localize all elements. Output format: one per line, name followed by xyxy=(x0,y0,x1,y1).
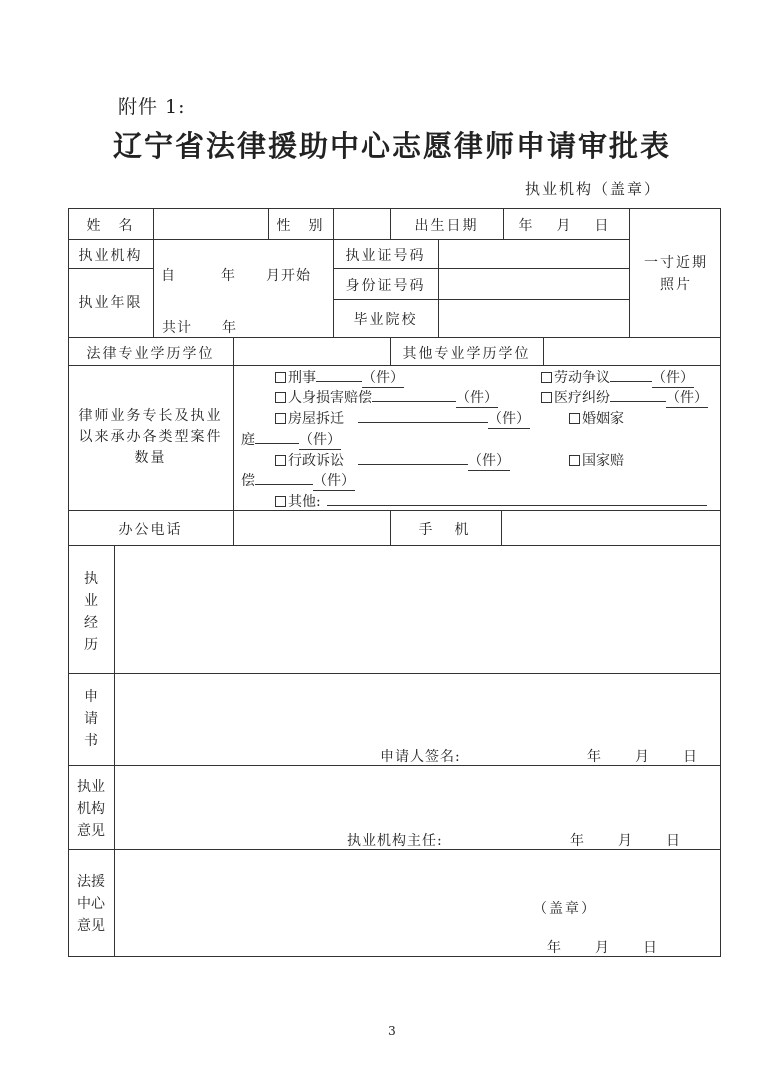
case-marriage[interactable] xyxy=(569,408,624,428)
other-degree-field[interactable] xyxy=(547,341,716,361)
marriage-checkbox[interactable] xyxy=(569,413,580,424)
center-opinion-field[interactable] xyxy=(118,853,716,893)
org-stamp-label: 执业机构（盖章） xyxy=(525,180,662,198)
applicant-sign-label: 申请人签名: xyxy=(380,749,461,765)
state-blank[interactable] xyxy=(255,484,313,485)
center-stamp-label: （盖章） xyxy=(533,901,597,917)
admin-blank[interactable] xyxy=(358,464,468,465)
housing-label: 房屋拆迁 xyxy=(288,411,344,427)
school-field[interactable] xyxy=(443,305,625,331)
case-injury[interactable] xyxy=(275,387,498,408)
org-opinion-label: 执业机构意见 xyxy=(77,779,105,839)
housing-checkbox[interactable] xyxy=(275,413,286,424)
experience-label: 执业经历 xyxy=(84,571,98,653)
marriage-blank[interactable] xyxy=(255,443,299,444)
specialty-label: 律师业务专长及执业以来承办各类型案件数量 xyxy=(78,408,223,466)
gender-label: 性 别 xyxy=(276,218,325,234)
marriage-label-cont: 庭 xyxy=(241,432,255,448)
medical-unit: （件） xyxy=(666,387,708,408)
injury-unit: （件） xyxy=(456,387,498,408)
years-from[interactable]: 自 年 月开始 xyxy=(161,268,311,284)
birth-date-field[interactable]: 年 月 日 xyxy=(518,218,614,234)
case-medical[interactable] xyxy=(541,387,708,408)
criminal-label: 刑事 xyxy=(288,370,316,386)
page-number: 3 xyxy=(388,1024,396,1038)
labor-checkbox[interactable] xyxy=(541,372,552,383)
application-field[interactable] xyxy=(118,677,716,737)
state-label-cont: 偿 xyxy=(241,473,255,489)
housing-unit: （件） xyxy=(488,408,530,429)
experience-field[interactable] xyxy=(118,549,716,669)
criminal-blank[interactable] xyxy=(316,381,362,382)
other-blank[interactable] xyxy=(327,505,707,506)
marriage-label: 婚姻家 xyxy=(582,411,624,427)
state-unit: （件） xyxy=(313,470,355,491)
criminal-unit: （件） xyxy=(362,367,404,388)
org-field[interactable] xyxy=(158,243,328,265)
attachment-label: 附件 1: xyxy=(118,96,186,118)
medical-blank[interactable] xyxy=(610,401,666,402)
mobile-label: 手 机 xyxy=(418,522,473,538)
years-total[interactable]: 共计 年 xyxy=(162,320,237,336)
gender-field[interactable] xyxy=(337,213,386,235)
injury-checkbox[interactable] xyxy=(275,392,286,403)
case-state[interactable] xyxy=(569,450,624,470)
housing-blank[interactable] xyxy=(358,422,488,423)
marriage-unit: （件） xyxy=(299,429,341,450)
form-title: 辽宁省法律援助中心志愿律师申请审批表 xyxy=(112,129,671,163)
case-marriage-cont[interactable] xyxy=(241,429,341,450)
criminal-checkbox[interactable] xyxy=(275,372,286,383)
case-housing[interactable] xyxy=(275,408,530,429)
case-admin[interactable] xyxy=(275,450,510,471)
id-no-field[interactable] xyxy=(443,272,625,294)
medical-label: 医疗纠纷 xyxy=(554,390,610,406)
injury-blank[interactable] xyxy=(372,401,456,402)
years-label: 执业年限 xyxy=(78,295,143,311)
law-degree-field[interactable] xyxy=(237,341,386,361)
school-label: 毕业院校 xyxy=(353,312,418,328)
photo-label: 一寸近期照片 xyxy=(644,255,708,293)
license-no-field[interactable] xyxy=(443,243,625,265)
state-label: 国家赔 xyxy=(582,453,624,469)
center-opinion-label: 法援中心意见 xyxy=(77,874,105,934)
case-criminal[interactable] xyxy=(275,367,404,388)
id-no-label: 身份证号码 xyxy=(345,278,426,294)
case-labor[interactable] xyxy=(541,367,694,388)
birth-label: 出生日期 xyxy=(414,218,479,234)
name-field[interactable] xyxy=(158,213,264,235)
applicant-date[interactable]: 年 月 日 xyxy=(587,749,699,765)
case-other[interactable] xyxy=(275,491,707,511)
labor-blank[interactable] xyxy=(610,381,652,382)
org-opinion-field[interactable] xyxy=(118,769,716,819)
labor-unit: （件） xyxy=(652,367,694,388)
org-opinion-date[interactable]: 年 月 日 xyxy=(570,833,682,849)
admin-unit: （件） xyxy=(468,450,510,471)
medical-checkbox[interactable] xyxy=(541,392,552,403)
admin-label: 行政诉讼 xyxy=(288,453,344,469)
other-label: 其他: xyxy=(288,494,321,510)
other-degree-label: 其他专业学历学位 xyxy=(402,346,531,362)
other-checkbox[interactable] xyxy=(275,496,286,507)
org-label: 执业机构 xyxy=(78,248,143,264)
admin-checkbox[interactable] xyxy=(275,455,286,466)
office-phone-label: 办公电话 xyxy=(118,522,183,538)
injury-label: 人身损害赔偿 xyxy=(288,390,372,406)
mobile-field[interactable] xyxy=(505,515,716,541)
labor-label: 劳动争议 xyxy=(554,370,610,386)
license-no-label: 执业证号码 xyxy=(345,248,426,264)
center-opinion-date[interactable]: 年 月 日 xyxy=(547,940,659,956)
state-checkbox[interactable] xyxy=(569,455,580,466)
name-label: 姓 名 xyxy=(86,218,135,234)
application-label: 申请书 xyxy=(84,689,98,749)
law-degree-label: 法律专业学历学位 xyxy=(86,346,215,362)
case-state-cont[interactable] xyxy=(241,470,355,491)
org-director-label: 执业机构主任: xyxy=(347,833,443,849)
office-phone-field[interactable] xyxy=(237,515,386,541)
